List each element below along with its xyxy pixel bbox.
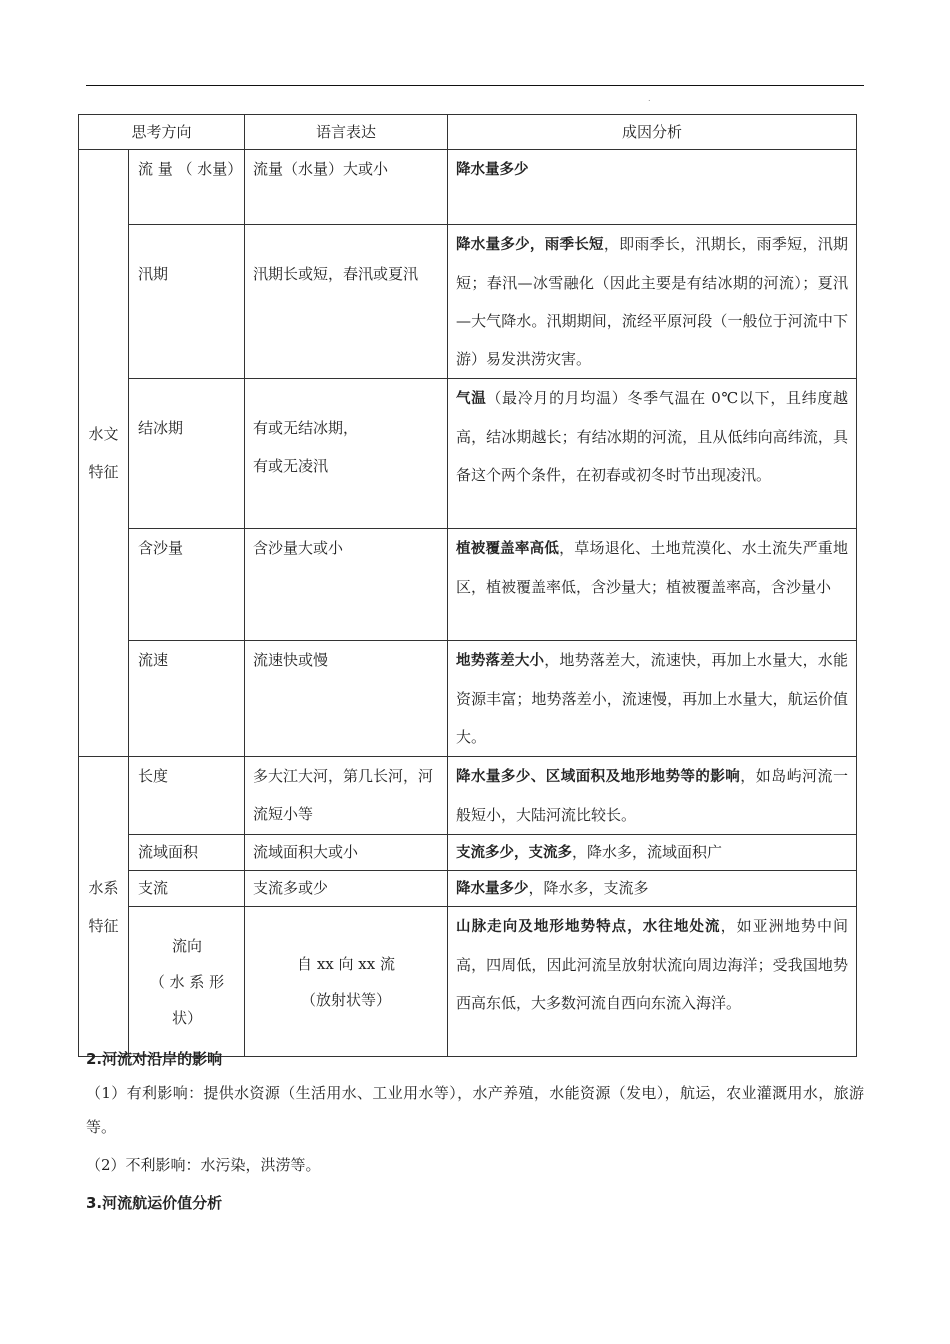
analysis-flood: 降水量多少，雨季长短，即雨季长，汛期长，雨季短，汛期短；春汛—冰雪融化（因此主要是有结冰期的河流）；夏汛—大气降水。汛期期间，流经平原河段（一般位于河流中下游）易发洪涝灾害。 (448, 225, 857, 379)
table-row (79, 529, 857, 641)
analysis-sediment: 植被覆盖率高低，草场退化、土地荒漠化、水土流失严重地区，植被覆盖率低，含沙量大；植被覆盖率高，含沙量小 (448, 529, 857, 641)
sub-ice: 结冰期 (129, 379, 245, 529)
expr-velocity: 流速快或慢 (245, 641, 448, 757)
expr-length: 多大江大河，第几长河，河流短小等 (245, 757, 448, 835)
table-row (79, 871, 857, 907)
expr-basin-area: 流域面积大或小 (245, 835, 448, 871)
expr-tributary: 支流多或少 (245, 871, 448, 907)
section-2-title: 2.河流对沿岸的影响 (86, 1050, 223, 1068)
analysis-tributary: 降水量多少，降水多，支流多 (448, 871, 857, 907)
header-dot: . (648, 94, 651, 103)
section-2-paragraph-2: （2）不利影响：水污染，洪涝等。 (86, 1156, 321, 1174)
analysis-length: 降水量多少、区域面积及地形地势等的影响，如岛屿河流一般短小，大陆河流比较长。 (448, 757, 857, 835)
expr-sediment: 含沙量大或小 (245, 529, 448, 641)
sub-sediment: 含沙量 (129, 529, 245, 641)
header-expression: 语言表达 (245, 115, 448, 150)
header-analysis: 成因分析 (448, 115, 857, 150)
category-drainage: 水系 特征 (79, 757, 129, 1057)
analysis-velocity: 地势落差大小，地势落差大，流速快，再加上水量大，水能资源丰富；地势落差小，流速慢，再加上水量大，航运价值大。 (448, 641, 857, 757)
analysis-ice: 气温（最冷月的月均温）冬季气温在 0℃以下，且纬度越高，结冰期越长；有结冰期的河流，且从低纬向高纬流，具备这个两个条件，在初春或初冬时节出现凌汛。 (448, 379, 857, 529)
section-2-paragraph-1: （1）有利影响：提供水资源（生活用水、工业用水等），水产养殖，水能资源（发电），航运，农业灌溉用水，旅游等。 (86, 1084, 864, 1136)
table-row (79, 379, 857, 529)
sub-tributary: 支流 (129, 871, 245, 907)
sub-flow: 流 量 （ 水量） (129, 150, 245, 225)
table-row (79, 757, 857, 835)
river-features-table (78, 114, 857, 1057)
section-3-title: 3.河流航运价值分析 (86, 1194, 223, 1212)
table-header-row (79, 115, 857, 150)
analysis-direction: 山脉走向及地形地势特点，水往地处流，如亚洲地势中间高，四周低，因此河流呈放射状流向周边海洋；受我国地势西高东低，大多数河流自西向东流入海洋。 (448, 907, 857, 1057)
header-thinking: 思考方向 (79, 115, 245, 150)
table-row (79, 835, 857, 871)
expr-flood: 汛期长或短，春汛或夏汛 (245, 225, 448, 379)
table-row (79, 225, 857, 379)
expr-ice: 有或无结冰期， 有或无凌汛 (245, 379, 448, 529)
sub-length: 长度 (129, 757, 245, 835)
sub-flood: 汛期 (129, 225, 245, 379)
table-row (79, 641, 857, 757)
expr-direction: 自 xx 向 xx 流 （放射状等） (245, 907, 448, 1057)
sub-direction: 流向 （ 水 系 形 状） (129, 907, 245, 1057)
table-row (79, 150, 857, 225)
analysis-basin-area: 支流多少，支流多，降水多，流域面积广 (448, 835, 857, 871)
category-hydrology: 水文 特征 (79, 150, 129, 757)
expr-flow: 流量（水量）大或小 (245, 150, 448, 225)
header-rule (86, 85, 864, 86)
sub-velocity: 流速 (129, 641, 245, 757)
table-row (79, 907, 857, 1057)
analysis-flow: 降水量多少 (448, 150, 857, 225)
sub-basin-area: 流域面积 (129, 835, 245, 871)
